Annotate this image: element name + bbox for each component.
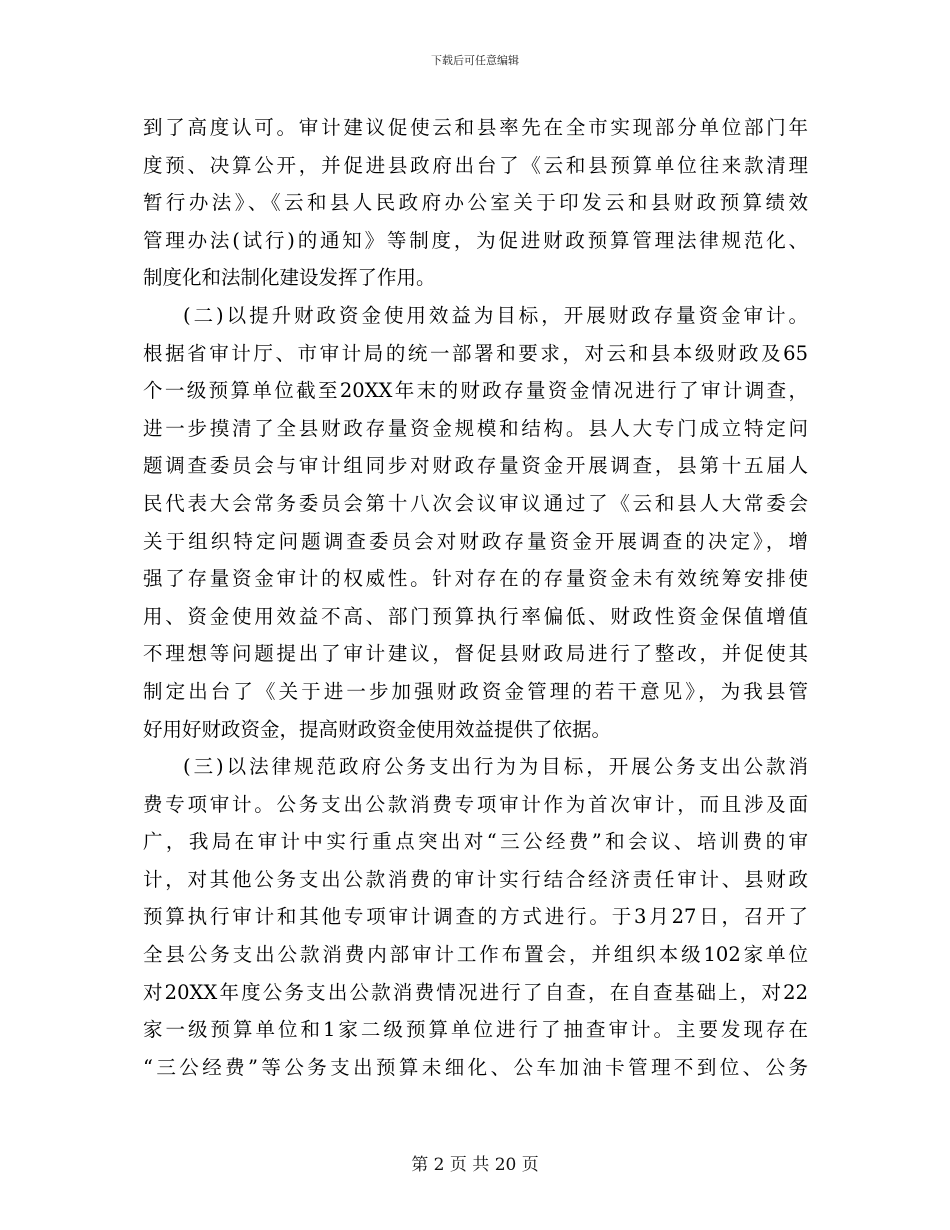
section-heading-3: (三)以法律规范政府公务支出行为为目标，开展公务支出公款消: [183, 755, 808, 779]
text-line: 预算执行审计和其他专项审计调查的方式进行。于3月27日，召开了: [143, 905, 808, 929]
text-line: 民代表大会常务委员会第十八次会议审议通过了《云和县人大常委会: [143, 491, 808, 515]
text-line: 不理想等问题提出了审计建议，督促县财政局进行了整改，并促使其: [143, 642, 808, 666]
page-header: 下载后可任意编辑: [431, 54, 519, 67]
text-line: 制度化和法制化建设发挥了作用。: [143, 266, 436, 290]
text-line: 关于组织特定问题调查委员会对财政存量资金开展调查的决定》，增: [143, 529, 808, 553]
section-heading-2: (二)以提升财政资金使用效益为目标，开展财政存量资金审计。: [183, 303, 808, 327]
text-line: 对20XX年度公务支出公款消费情况进行了自查，在自查基础上，对22: [143, 980, 808, 1004]
page-footer: 第 2 页 共 20 页: [411, 1155, 539, 1175]
text-line: 全县公务支出公款消费内部审计工作布置会，并组织本级102家单位: [143, 943, 808, 967]
document-body: [143, 109, 808, 1086]
text-line: 暂行办法》、《云和县人民政府办公室关于印发云和县财政预算绩效: [143, 191, 808, 215]
text-line: 家一级预算单位和1家二级预算单位进行了抽查审计。主要发现存在: [143, 1018, 808, 1042]
text-line: 好用好财政资金，提高财政资金使用效益提供了依据。: [143, 717, 612, 741]
text-line: 度预、决算公开，并促进县政府出台了《云和县预算单位往来款清理: [143, 153, 808, 177]
text-line: 进一步摸清了全县财政存量资金规模和结构。县人大专门成立特定问: [143, 416, 808, 440]
text-line: “三公经费”等公务支出预算未细化、公车加油卡管理不到位、公务: [143, 1055, 808, 1079]
text-line: 题调查委员会与审计组同步对财政存量资金开展调查，县第十五届人: [143, 454, 808, 478]
text-line: 到了高度认可。审计建议促使云和县率先在全市实现部分单位部门年: [143, 116, 808, 139]
text-line: 管理办法(试行)的通知》等制度，为促进财政预算管理法律规范化、: [143, 228, 808, 252]
text-line: 用、资金使用效益不高、部门预算执行率偏低、财政性资金保值增值: [143, 604, 808, 628]
text-line: 根据省审计厅、市审计局的统一部署和要求，对云和县本级财政及65: [143, 341, 808, 365]
text-line: 费专项审计。公务支出公款消费专项审计作为首次审计，而且涉及面: [143, 792, 808, 816]
text-line: 强了存量资金审计的权威性。针对存在的存量资金未有效统筹安排使: [143, 567, 808, 591]
text-line: 制定出台了《关于进一步加强财政资金管理的若干意见》，为我县管: [143, 679, 808, 703]
text-line: 计，对其他公务支出公款消费的审计实行结合经济责任审计、县财政: [143, 867, 808, 891]
text-line: 个一级预算单位截至20XX年末的财政存量资金情况进行了审计调查，: [143, 379, 808, 403]
text-line: 广，我局在审计中实行重点突出对“三公经费”和会议、培训费的审: [143, 830, 808, 854]
